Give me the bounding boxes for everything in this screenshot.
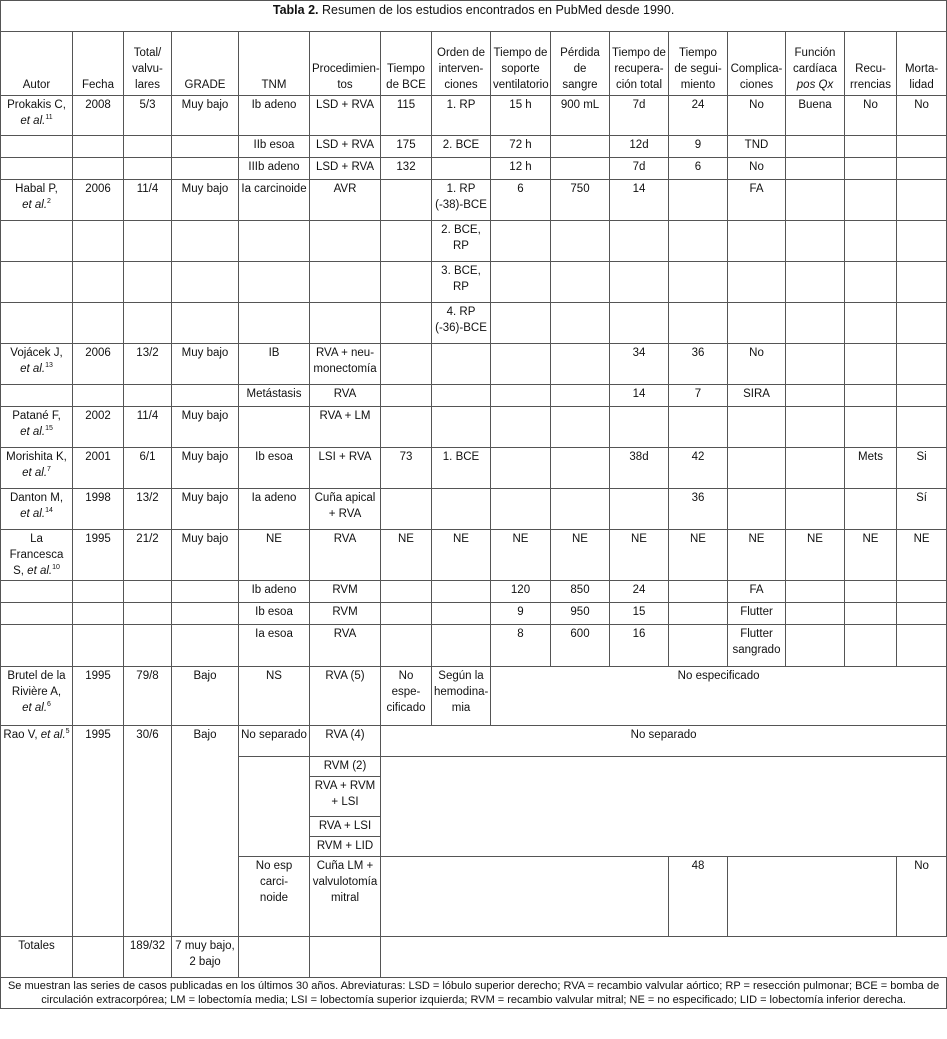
comp-cell: No: [728, 96, 786, 136]
total-cell: 13/2: [124, 489, 172, 530]
table-row: [1, 136, 947, 158]
grade-cell: Muy bajo: [172, 407, 239, 448]
header-fecha: Fecha: [73, 32, 124, 96]
tnm-cell: Ib esoa: [239, 448, 310, 489]
totals-grade: 7 muy bajo, 2 bajo: [172, 937, 239, 978]
comp-cell: NE: [728, 530, 786, 581]
bce-cell: 115: [381, 96, 432, 136]
table-row: [1, 726, 947, 757]
proc-cell: RVA + RVM + LSI: [310, 777, 381, 817]
seg-cell: 36: [669, 489, 728, 530]
func-cell: Buena: [786, 96, 845, 136]
table-row: [1, 625, 947, 667]
year-cell: 2008: [73, 96, 124, 136]
sangre-cell: 950: [551, 603, 610, 625]
comp-cell: No: [728, 344, 786, 385]
proc-cell: Cuña LM + valvulotomía mitral: [310, 857, 381, 937]
proc-cell: RVA + neu- monectomía: [310, 344, 381, 385]
tnm-cell: No separado: [239, 726, 310, 757]
table-row: [1, 303, 947, 344]
vent-cell: 72 h: [491, 136, 551, 158]
total-cell: 6/1: [124, 448, 172, 489]
header-total: Total/ valvu- lares: [124, 32, 172, 96]
tnm-cell: IIb esoa: [239, 136, 310, 158]
recup-cell: 24: [610, 581, 669, 603]
recup-cell: 14: [610, 385, 669, 407]
no-especificado-span: No especificado: [491, 667, 947, 726]
bce-cell: 73: [381, 448, 432, 489]
table-row: [1, 344, 947, 385]
total-cell: 11/4: [124, 407, 172, 448]
grade-cell: Muy bajo: [172, 180, 239, 221]
tnm-cell: IB: [239, 344, 310, 385]
recup-cell: 38d: [610, 448, 669, 489]
recup-cell: 12d: [610, 136, 669, 158]
year-cell: 2002: [73, 407, 124, 448]
seg-cell: 9: [669, 136, 728, 158]
mort-cell: No: [897, 857, 947, 937]
vent-cell: 12 h: [491, 158, 551, 180]
seg-cell: 24: [669, 96, 728, 136]
tnm-cell: NE: [239, 530, 310, 581]
seg-cell: 6: [669, 158, 728, 180]
grade-cell: Muy bajo: [172, 530, 239, 581]
totals-label: Totales: [1, 937, 73, 978]
seg-cell: 36: [669, 344, 728, 385]
tnm-cell: Ib adeno: [239, 581, 310, 603]
table-row: [1, 603, 947, 625]
comp-cell: SIRA: [728, 385, 786, 407]
year-cell: 1995: [73, 667, 124, 726]
author-cell: Patané F, et al.$^{15}$: [1, 407, 73, 448]
sangre-cell: 600: [551, 625, 610, 667]
year-cell: 2001: [73, 448, 124, 489]
seg-cell: 42: [669, 448, 728, 489]
orden-cell: 1. RP: [432, 96, 491, 136]
tnm-cell: IIIb adeno: [239, 158, 310, 180]
header-autor: Autor: [1, 32, 73, 96]
proc-cell: RVM: [310, 603, 381, 625]
author-cell: La Francesca S, et al.$^{10}$: [1, 530, 73, 581]
table-row: [1, 96, 947, 136]
proc-cell: AVR: [310, 180, 381, 221]
orden-cell: NE: [432, 530, 491, 581]
empty-span: [381, 757, 947, 857]
header-recuperacion: Tiempo de recupera- ción total: [610, 32, 669, 96]
author-cell: Vojácek J, et al.$^{13}$: [1, 344, 73, 385]
footnote: Se muestran las series de casos publicadas en los últimos 30 años. Abreviaturas: LSD = lóbulo superior derecho; RVA = recambio valvular aórtico; RP = resección pulmonar; BCE = bomba de circulación extracorpórea; LM = lobectomía media; LSI = lobectomía superior izquierda; RVM = recambio valvular mitral; NE = no especificado; LID = lobectomía inferior derecha.: [1, 978, 947, 1009]
mort-cell: Sí: [897, 489, 947, 530]
vent-cell: 120: [491, 581, 551, 603]
year-cell: 1995: [73, 530, 124, 581]
bce-cell: 175: [381, 136, 432, 158]
table-row: [1, 581, 947, 603]
header-tiempo-bce: Tiempo de BCE: [381, 32, 432, 96]
grade-cell: Muy bajo: [172, 489, 239, 530]
orden-cell: 1. BCE: [432, 448, 491, 489]
proc-cell: LSD + RVA: [310, 96, 381, 136]
totals-row: [1, 937, 947, 978]
tnm-cell: Ib esoa: [239, 603, 310, 625]
header-soporte: Tiempo de soporte ventilatorio: [491, 32, 551, 96]
grade-cell: Muy bajo: [172, 96, 239, 136]
proc-cell: LSD + RVA: [310, 136, 381, 158]
author-cell: Morishita K, et al.$^7$: [1, 448, 73, 489]
proc-cell: RVA: [310, 385, 381, 407]
recup-cell: 16: [610, 625, 669, 667]
grade-cell: Bajo: [172, 726, 239, 937]
no-separado-span: No separado: [381, 726, 947, 757]
header-mortalidad: Morta- lidad: [897, 32, 947, 96]
bce-cell: NE: [381, 530, 432, 581]
recur-cell: Mets: [845, 448, 897, 489]
comp-cell: No: [728, 158, 786, 180]
proc-cell: RVM: [310, 581, 381, 603]
author-cell: Prokakis C, et al.$^{11}$: [1, 96, 73, 136]
total-cell: 21/2: [124, 530, 172, 581]
table-row: [1, 180, 947, 221]
tnm-cell: Ia carcinoide: [239, 180, 310, 221]
proc-cell: RVM (2): [310, 757, 381, 777]
orden-cell: 2. BCE: [432, 136, 491, 158]
recup-cell: 34: [610, 344, 669, 385]
sangre-cell: 850: [551, 581, 610, 603]
proc-cell: RVA (4): [310, 726, 381, 757]
totals-total: 189/32: [124, 937, 172, 978]
tnm-cell: Ia adeno: [239, 489, 310, 530]
recup-cell: 7d: [610, 96, 669, 136]
grade-cell: Muy bajo: [172, 344, 239, 385]
tnm-cell: Ib adeno: [239, 96, 310, 136]
vent-cell: 8: [491, 625, 551, 667]
seg-cell: 48: [669, 857, 728, 937]
author-cell: Habal P, et al.$^2$: [1, 180, 73, 221]
orden-cell: 4. RP (-36)-BCE: [432, 303, 491, 344]
comp-cell: FA: [728, 180, 786, 221]
table-row: [1, 262, 947, 303]
header-perdida: Pérdida de sangre: [551, 32, 610, 96]
sangre-cell: 750: [551, 180, 610, 221]
seg-cell: 7: [669, 385, 728, 407]
recur-cell: No: [845, 96, 897, 136]
header-orden: Orden de interven- ciones: [432, 32, 491, 96]
total-cell: 11/4: [124, 180, 172, 221]
tnm-cell: NS: [239, 667, 310, 726]
proc-cell: RVM + LID: [310, 837, 381, 857]
year-cell: 1998: [73, 489, 124, 530]
tnm-cell: No esp carci- noide: [239, 857, 310, 937]
caption-text: Resumen de los estudios encontrados en PubMed desde 1990.: [318, 3, 675, 17]
table-row: [1, 158, 947, 180]
func-cell: NE: [786, 530, 845, 581]
proc-cell: LSI + RVA: [310, 448, 381, 489]
footnote-row: [1, 978, 947, 1009]
proc-cell: RVA: [310, 530, 381, 581]
total-cell: 79/8: [124, 667, 172, 726]
total-cell: 13/2: [124, 344, 172, 385]
recup-cell: 15: [610, 603, 669, 625]
orden-cell: 3. BCE, RP: [432, 262, 491, 303]
proc-cell: RVA + LSI: [310, 817, 381, 837]
header-seguimiento: Tiempo de segui- miento: [669, 32, 728, 96]
table-row: [1, 448, 947, 489]
author-cell: Brutel de la Rivière A, et al.$^6$: [1, 667, 73, 726]
header-row: [1, 32, 947, 96]
sangre-cell: NE: [551, 530, 610, 581]
proc-cell: RVA: [310, 625, 381, 667]
table-caption: [1, 1, 947, 32]
mort-cell: No: [897, 96, 947, 136]
header-procedimientos: Procedimien- tos: [310, 32, 381, 96]
table-row: [1, 530, 947, 581]
header-tnm: TNM: [239, 32, 310, 96]
mort-cell: NE: [897, 530, 947, 581]
author-cell: Rao V, et al.$^5$: [1, 726, 73, 937]
tnm-cell: Ia esoa: [239, 625, 310, 667]
header-complicaciones: Complica- ciones: [728, 32, 786, 96]
total-cell: 5/3: [124, 96, 172, 136]
table-row: [1, 667, 947, 726]
recup-cell: 14: [610, 180, 669, 221]
bce-cell: No espe- cificado: [381, 667, 432, 726]
vent-cell: NE: [491, 530, 551, 581]
table-row: [1, 385, 947, 407]
year-cell: 2006: [73, 344, 124, 385]
recur-cell: NE: [845, 530, 897, 581]
mort-cell: Si: [897, 448, 947, 489]
table-row: [1, 407, 947, 448]
table-row: [1, 221, 947, 262]
table-row: [1, 489, 947, 530]
bce-cell: 132: [381, 158, 432, 180]
orden-cell: 2. BCE, RP: [432, 221, 491, 262]
tnm-cell: [239, 757, 310, 857]
header-funcion: Función cardíaca pos Qx: [786, 32, 845, 96]
header-grade: GRADE: [172, 32, 239, 96]
seg-cell: NE: [669, 530, 728, 581]
tnm-cell: Metástasis: [239, 385, 310, 407]
header-recurrencias: Recu- rrencias: [845, 32, 897, 96]
grade-cell: Muy bajo: [172, 448, 239, 489]
sangre-cell: 900 mL: [551, 96, 610, 136]
vent-cell: 9: [491, 603, 551, 625]
proc-cell: LSD + RVA: [310, 158, 381, 180]
comp-cell: TND: [728, 136, 786, 158]
comp-cell: Flutter: [728, 603, 786, 625]
comp-cell: FA: [728, 581, 786, 603]
comp-cell: Flutter sangrado: [728, 625, 786, 667]
orden-cell: Según la hemodina- mia: [432, 667, 491, 726]
vent-cell: 6: [491, 180, 551, 221]
orden-cell: 1. RP (-38)-BCE: [432, 180, 491, 221]
recup-cell: 7d: [610, 158, 669, 180]
total-cell: 30/6: [124, 726, 172, 937]
proc-cell: RVA + LM: [310, 407, 381, 448]
grade-cell: Bajo: [172, 667, 239, 726]
year-cell: 1995: [73, 726, 124, 937]
proc-cell: Cuña apical + RVA: [310, 489, 381, 530]
author-cell: Danton M, et al.$^{14}$: [1, 489, 73, 530]
recup-cell: NE: [610, 530, 669, 581]
caption-label: Tabla 2.: [272, 3, 319, 17]
year-cell: 2006: [73, 180, 124, 221]
vent-cell: 15 h: [491, 96, 551, 136]
proc-cell: RVA (5): [310, 667, 381, 726]
